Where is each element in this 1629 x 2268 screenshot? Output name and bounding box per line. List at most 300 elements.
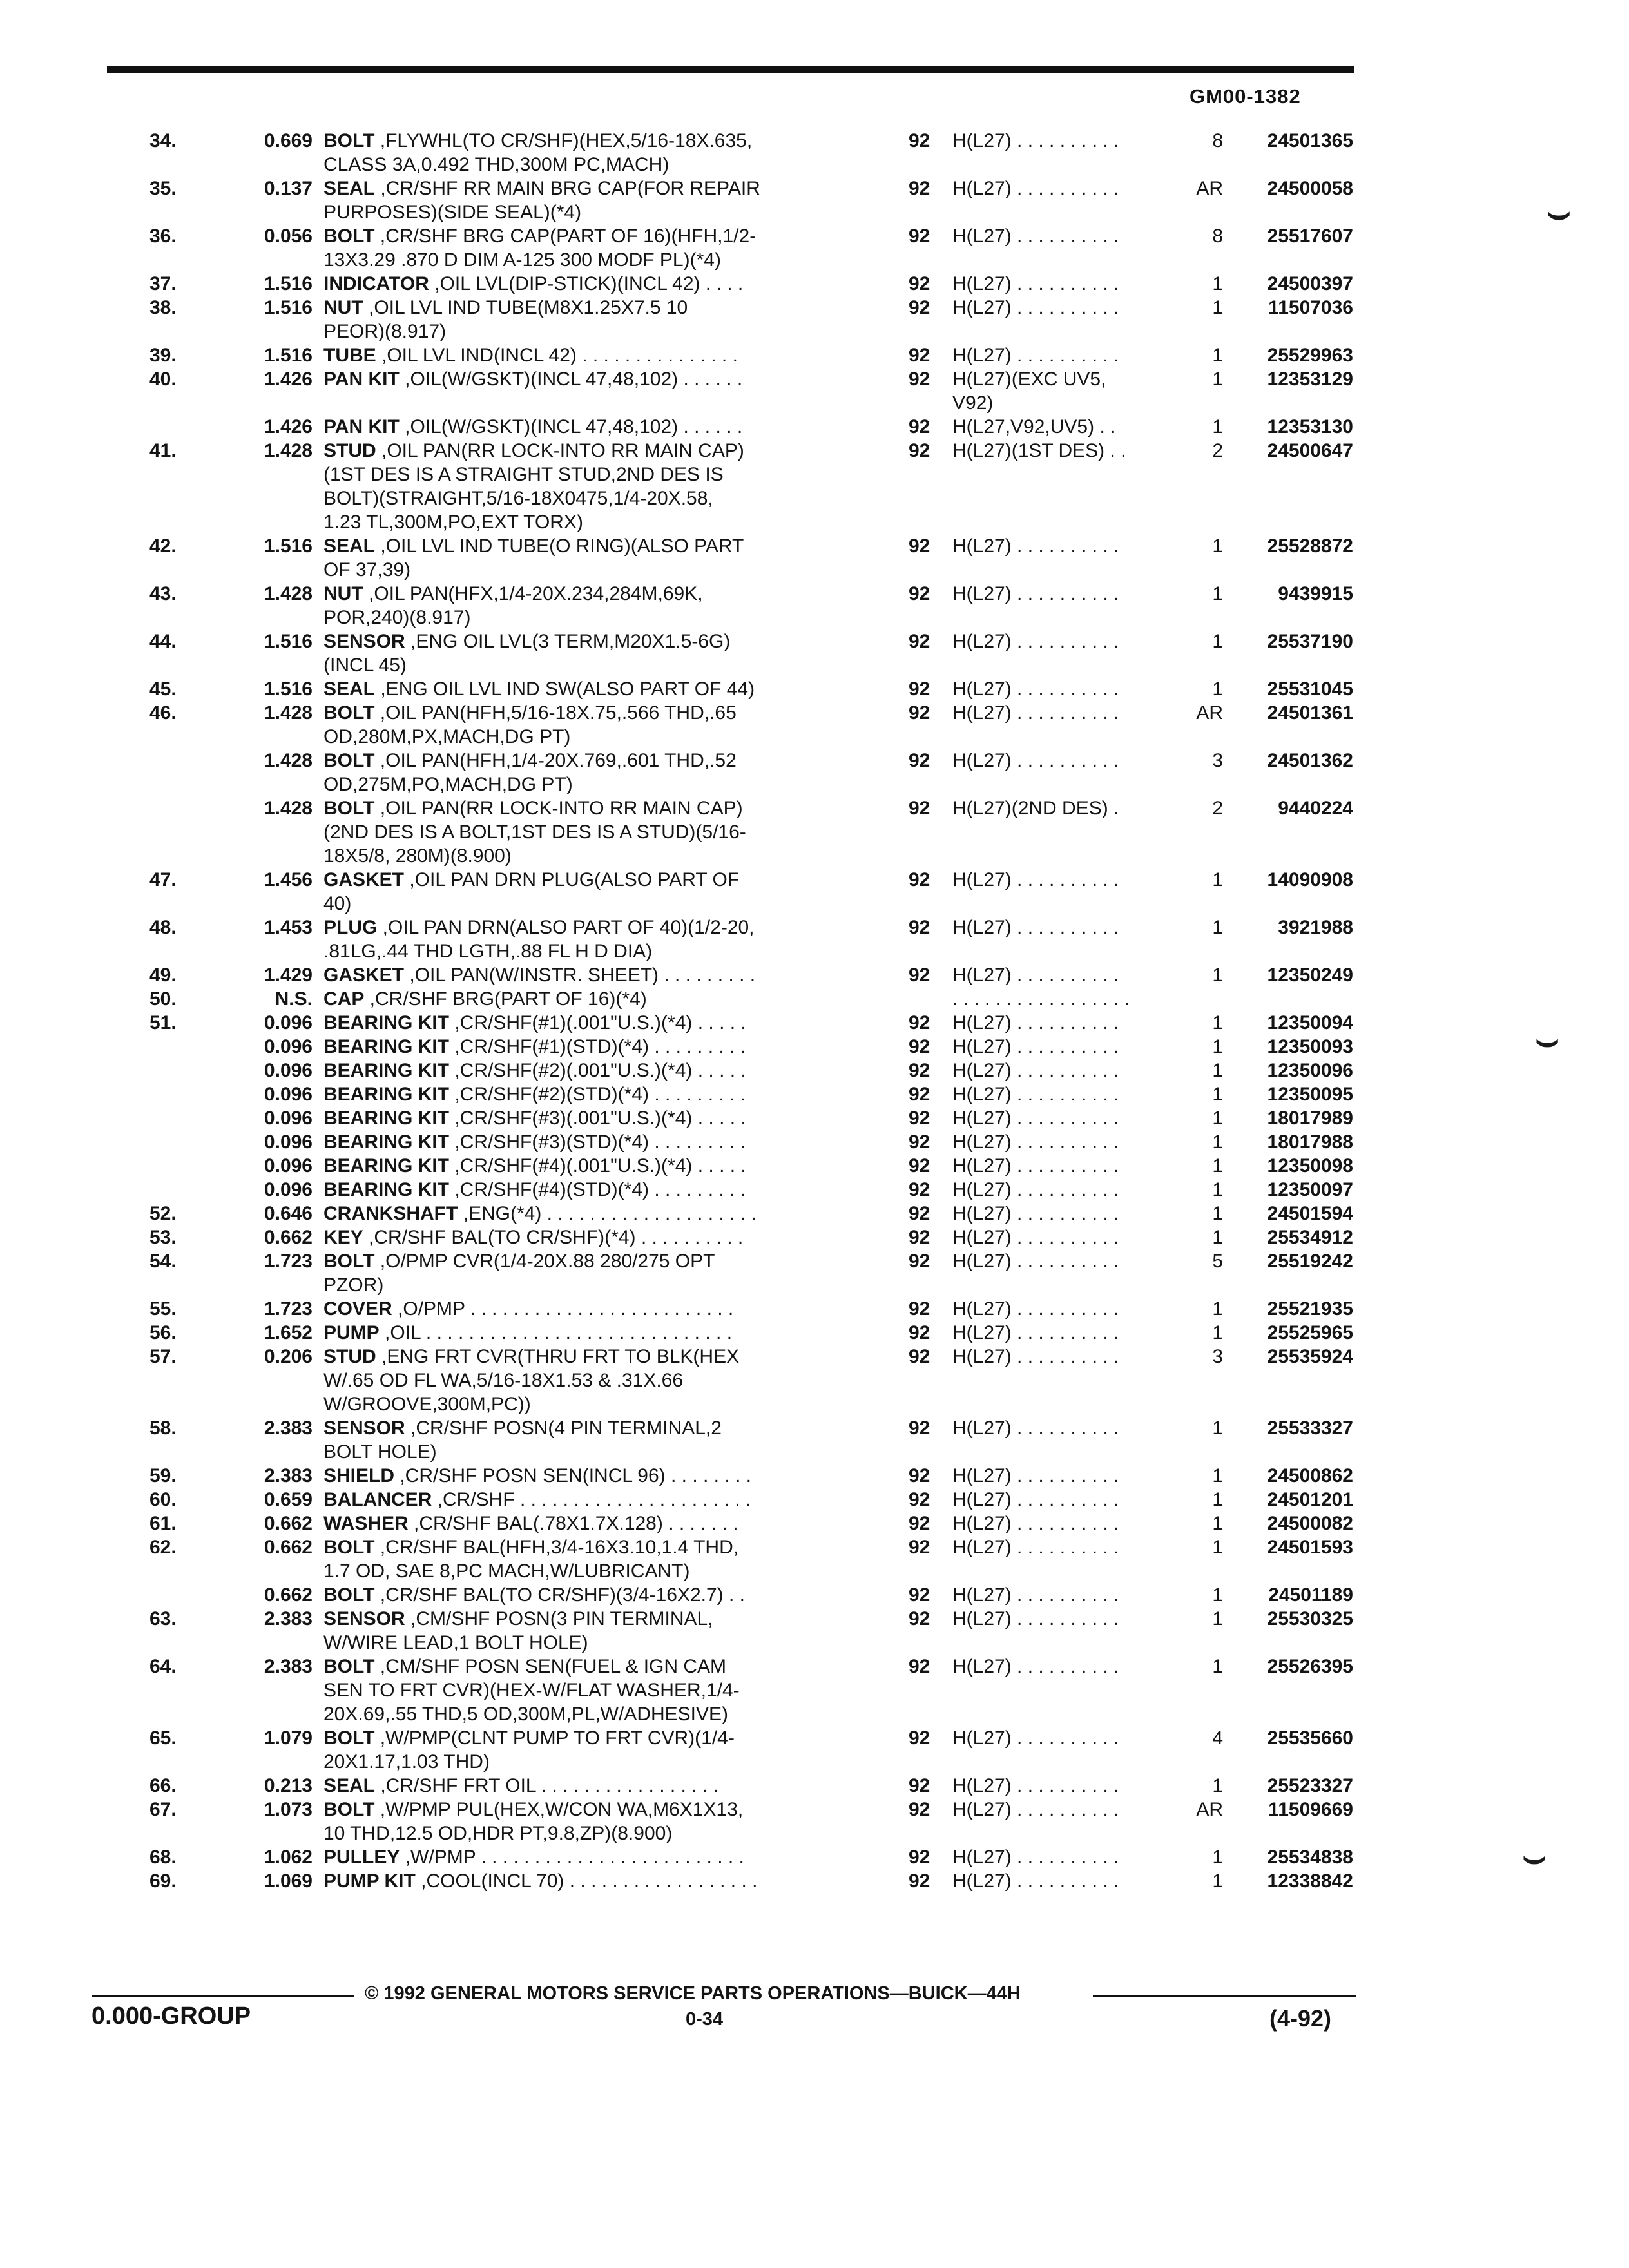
model-year: 92 [909,917,930,938]
item-number: 47. [149,869,177,890]
description-text: (1ST DES IS A STRAIGHT STUD,2ND DES IS [323,464,724,485]
item-number: 57. [149,1346,177,1367]
description-text: 10 THD,12.5 OD,HDR PT,9.8,ZP)(8.900) [323,1823,673,1844]
description-text: ,O/PMP . . . . . . . . . . . . . . . . . . . . . . . . . [392,1298,734,1320]
item-number: 41. [149,440,177,461]
part-name: BEARING KIT [323,1155,449,1177]
description-text: ,CR/SHF BAL(TO CR/SHF)(3/4-16X2.7) . . [374,1584,746,1606]
part-number: 12353129 [1267,369,1353,390]
description-text: PZOR) [323,1274,384,1296]
table-row [0,272,1629,296]
application: H(L27) . . . . . . . . . . [952,1775,1119,1796]
model-year: 92 [909,1608,930,1629]
model-year: 92 [909,798,930,819]
description [323,939,652,963]
description [323,558,410,582]
table-row [0,653,1629,677]
reference-number: 0.646 [264,1203,313,1224]
description [323,439,744,463]
description-text: (INCL 45) [323,655,407,676]
part-number: 9440224 [1278,798,1353,819]
description-text: ,FLYWHL(TO CR/SHF)(HEX,5/16-18X.635, [374,130,753,151]
description-text: ,CR/SHF(#3)(STD)(*4) . . . . . . . . . [449,1131,746,1153]
part-number: 12350093 [1267,1036,1353,1057]
reference-number: 0.096 [264,1179,313,1200]
table-row [0,868,1629,892]
part-number: 24500862 [1267,1465,1353,1486]
table-row [0,1202,1629,1225]
part-number: 12350094 [1267,1012,1353,1033]
table-row [0,796,1629,820]
item-number: 61. [149,1513,177,1534]
part-number: 25523327 [1267,1775,1353,1796]
table-row [0,1249,1629,1273]
part-name: BOLT [323,1537,375,1558]
part-number: 24501201 [1267,1489,1353,1510]
description [323,1082,746,1106]
table-row [0,1059,1629,1082]
table-row [0,510,1629,534]
model-year: 92 [909,1870,930,1892]
part-number: 11507036 [1268,297,1353,318]
description-text: BOLT)(STRAIGHT,5/16-18X0475,1/4-20X.58, [323,488,713,509]
item-number: 50. [149,988,177,1010]
application: H(L27) . . . . . . . . . . [952,1060,1119,1081]
description-text: ,CR/SHF BAL(HFH,3/4-16X3.10,1.4 THD, [374,1537,739,1558]
table-row [0,1106,1629,1130]
reference-number: 0.096 [264,1108,313,1129]
description-text: ,OIL PAN DRN PLUG(ALSO PART OF [404,869,740,890]
table-row [0,129,1629,153]
table-row [0,1774,1629,1798]
description-text: POR,240)(8.917) [323,607,471,628]
description [323,868,739,892]
reference-number: 1.516 [264,535,313,557]
application: H(L27) . . . . . . . . . . [952,1656,1119,1677]
description [323,1702,728,1726]
part-name: BOLT [323,1584,375,1606]
part-name: WASHER [323,1513,409,1534]
table-row [0,391,1629,415]
table-row [0,606,1629,629]
item-number: 36. [149,226,177,247]
table-row [0,1750,1629,1774]
reference-number: 2.383 [264,1608,313,1629]
description [323,1225,743,1249]
quantity: 1 [1212,1322,1223,1343]
reference-number: 2.383 [264,1418,313,1439]
description [323,773,573,796]
part-number: 12353130 [1267,416,1353,437]
part-name: SENSOR [323,1608,405,1629]
table-row [0,1321,1629,1345]
item-number: 63. [149,1608,177,1629]
description [323,1869,757,1893]
quantity: 1 [1212,1227,1223,1248]
application: H(L27) . . . . . . . . . . [952,1179,1119,1200]
description-text: PEOR)(8.917) [323,321,447,342]
table-row [0,820,1629,844]
part-number: 25533327 [1267,1418,1353,1439]
item-number: 51. [149,1012,177,1033]
application: H(L27) . . . . . . . . . . [952,1489,1119,1510]
model-year: 92 [909,226,930,247]
reference-number: 1.456 [264,869,313,890]
description [323,701,737,725]
description-text: W/GROOVE,300M,PC)) [323,1394,531,1415]
application: H(L27) . . . . . . . . . . [952,1108,1119,1129]
application: H(L27) . . . . . . . . . . [952,1608,1119,1629]
application: H(L27) . . . . . . . . . . [952,1727,1119,1749]
quantity: 1 [1212,1847,1223,1868]
part-name: BOLT [323,750,375,771]
part-number: 24501365 [1267,130,1353,151]
part-number: 24500082 [1267,1513,1353,1534]
description-text: 18X5/8, 280M)(8.900) [323,845,512,867]
reference-number: 0.096 [264,1155,313,1177]
description-text: ,CR/SHF POSN(4 PIN TERMINAL,2 [405,1418,722,1439]
table-row [0,1678,1629,1702]
description-text: ,CM/SHF POSN SEN(FUEL & IGN CAM [374,1656,727,1677]
part-name: COVER [323,1298,392,1320]
application: H(L27) . . . . . . . . . . [952,1870,1119,1892]
part-number: 24500397 [1267,273,1353,294]
table-row [0,558,1629,582]
description [323,1535,738,1559]
top-rule [107,66,1354,73]
application: H(L27) . . . . . . . . . . [952,869,1119,890]
description [323,129,752,153]
application: H(L27) . . . . . . . . . . [952,1131,1119,1153]
model-year: 92 [909,1727,930,1749]
description-text: ,OIL PAN(RR LOCK-INTO RR MAIN CAP) [376,440,744,461]
application: H(L27) . . . . . . . . . . [952,1251,1119,1272]
part-number: 25526395 [1267,1656,1353,1677]
application: H(L27) . . . . . . . . . . [952,130,1119,151]
description-text: 1.23 TL,300M,PO,EXT TORX) [323,512,583,533]
description-text: ,CR/SHF BRG CAP(PART OF 16)(HFH,1/2- [374,226,757,247]
table-row [0,1512,1629,1535]
description-text: ,CR/SHF FRT OIL . . . . . . . . . . . . . . . . . [375,1775,718,1796]
model-year: 92 [909,1537,930,1558]
part-name: PULLEY [323,1847,400,1868]
quantity: 1 [1212,273,1223,294]
description [323,653,407,677]
description-text: ,OIL LVL IND(INCL 42) . . . . . . . . . . . . . . . [376,345,738,366]
part-name: STUD [323,440,376,461]
description [323,272,743,296]
quantity: 1 [1212,1108,1223,1129]
table-row [0,892,1629,916]
quantity: 1 [1212,1608,1223,1629]
application: H(L27,V92,UV5) . . [952,416,1116,437]
part-name: SHIELD [323,1465,395,1486]
part-name: BALANCER [323,1489,432,1510]
page-number: 0-34 [686,2009,724,2030]
description [323,629,730,653]
description [323,1392,531,1416]
table-row [0,749,1629,773]
table-row [0,177,1629,200]
description-text: ,ENG FRT CVR(THRU FRT TO BLK(HEX [376,1346,740,1367]
part-number: 24501189 [1268,1584,1353,1606]
description [323,177,760,200]
part-name: SEAL [323,678,376,700]
part-number: 9439915 [1278,583,1353,604]
table-row [0,916,1629,939]
description-text: ,OIL PAN(W/INSTR. SHEET) . . . . . . . . . [404,965,756,986]
description-text: SEN TO FRT CVR)(HEX-W/FLAT WASHER,1/4- [323,1680,740,1701]
quantity: AR [1196,1799,1223,1820]
description [323,820,746,844]
part-number: 12350096 [1267,1060,1353,1081]
quantity: 1 [1212,917,1223,938]
description-text: ,CR/SHF(#1)(STD)(*4) . . . . . . . . . [449,1036,746,1057]
application: H(L27) . . . . . . . . . . [952,273,1119,294]
item-number: 39. [149,345,177,366]
reference-number: 1.516 [264,297,313,318]
table-row [0,486,1629,510]
table-row [0,534,1629,558]
reference-number: 0.662 [264,1584,313,1606]
reference-number: 1.428 [264,583,313,604]
application: V92) [952,392,994,414]
description [323,534,744,558]
item-number: 43. [149,583,177,604]
quantity: 3 [1212,1346,1223,1367]
part-name: BOLT [323,1656,375,1677]
item-number: 49. [149,965,177,986]
model-year: 92 [909,1036,930,1057]
description [323,1321,732,1345]
description [323,1464,751,1488]
part-number: 25517607 [1267,226,1353,247]
table-row [0,296,1629,320]
model-year: 92 [909,130,930,151]
description [323,1821,672,1845]
part-number: 25534912 [1267,1227,1353,1248]
table-row [0,1273,1629,1297]
application: H(L27) . . . . . . . . . . [952,1513,1119,1534]
edge-mark-2: ⌣ [1535,1019,1560,1061]
model-year: 92 [909,702,930,724]
copyright-line: © 1992 GENERAL MOTORS SERVICE PARTS OPERATIONS—BUICK—44H [365,1983,1021,2004]
part-number: 25537190 [1267,631,1353,652]
application: H(L27) . . . . . . . . . . [952,1346,1119,1367]
description [323,1178,746,1202]
quantity: 2 [1212,798,1223,819]
reference-number: 1.428 [264,702,313,724]
reference-number: 1.062 [264,1847,313,1868]
part-name: PLUG [323,917,378,938]
model-year: 92 [909,1465,930,1486]
table-row [0,1845,1629,1869]
description-text: OD,280M,PX,MACH,DG PT) [323,726,571,747]
table-row [0,1369,1629,1392]
table-row [0,582,1629,606]
part-number: 14090908 [1267,869,1353,890]
description [323,1011,746,1035]
quantity: 1 [1212,1775,1223,1796]
application: H(L27) . . . . . . . . . . [952,1847,1119,1868]
application: H(L27) . . . . . . . . . . [952,1012,1119,1033]
model-year: 92 [909,631,930,652]
reference-number: 1.429 [264,965,313,986]
description [323,1035,746,1059]
table-row [0,320,1629,343]
part-number: 12350095 [1267,1084,1353,1105]
description-text: ,CR/SHF . . . . . . . . . . . . . . . . . . . . . . [432,1489,751,1510]
quantity: 1 [1212,1131,1223,1153]
reference-number: 1.079 [264,1727,313,1749]
item-number: 42. [149,535,177,557]
part-number: 25531045 [1267,678,1353,700]
model-year: 92 [909,1346,930,1367]
item-number: 40. [149,369,177,390]
part-number: 12338842 [1267,1870,1353,1892]
quantity: 1 [1212,1870,1223,1892]
model-year: 92 [909,1775,930,1796]
application: H(L27) . . . . . . . . . . [952,1036,1119,1057]
table-row [0,200,1629,224]
table-row [0,1583,1629,1607]
revision-date: (4-92) [1269,2005,1332,2032]
description-text: 13X3.29 .870 D DIM A-125 300 MODF PL)(*4) [323,249,721,271]
item-number: 58. [149,1418,177,1439]
item-number: 68. [149,1847,177,1868]
item-number: 48. [149,917,177,938]
model-year: 92 [909,1155,930,1177]
description [323,1845,744,1869]
item-number: 35. [149,178,177,199]
description-text: ,OIL PAN(HFX,1/4-20X.234,284M,69K, [363,583,703,604]
quantity: 1 [1212,583,1223,604]
model-year: 92 [909,965,930,986]
reference-number: 0.662 [264,1227,313,1248]
part-name: BEARING KIT [323,1179,449,1200]
quantity: 1 [1212,1489,1223,1510]
model-year: 92 [909,583,930,604]
description-text: 20X.69,.55 THD,5 OD,300M,PL,W/ADHESIVE) [323,1704,729,1725]
quantity: 1 [1212,1012,1223,1033]
part-name: SENSOR [323,631,405,652]
part-number: 18017988 [1267,1131,1353,1153]
part-number: 25519242 [1267,1251,1353,1272]
description-text: W/WIRE LEAD,1 BOLT HOLE) [323,1632,588,1653]
description [323,463,724,486]
table-row [0,1392,1629,1416]
quantity: 1 [1212,1537,1223,1558]
description [323,1559,689,1583]
part-number: 25529963 [1267,345,1353,366]
part-name: SEAL [323,1775,376,1796]
table-row [0,153,1629,177]
quantity: 1 [1212,1418,1223,1439]
description-text: ,CR/SHF(#2)(.001"U.S.)(*4) . . . . . [449,1060,746,1081]
description-text: ,OIL LVL IND TUBE(O RING)(ALSO PART [375,535,744,557]
part-name: PUMP [323,1322,380,1343]
reference-number: 1.516 [264,678,313,700]
description-text: ,CR/SHF(#3)(.001"U.S.)(*4) . . . . . [449,1108,746,1129]
model-year: 92 [909,1847,930,1868]
table-row [0,1488,1629,1512]
description [323,1798,743,1821]
table-row [0,1535,1629,1559]
table-row [0,367,1629,391]
description [323,1488,751,1512]
part-name: STUD [323,1346,376,1367]
description-text: BOLT HOLE) [323,1441,437,1463]
table-row [0,1702,1629,1726]
item-number: 37. [149,273,177,294]
description [323,963,755,987]
description [323,367,742,391]
quantity: 1 [1212,1298,1223,1320]
description-text: ,ENG(*4) . . . . . . . . . . . . . . . . . . . . [458,1203,757,1224]
reference-number: 0.096 [264,1036,313,1057]
part-name: PAN KIT [323,416,400,437]
description [323,1369,683,1392]
reference-number: 0.096 [264,1012,313,1033]
application: H(L27) . . . . . . . . . . [952,535,1119,557]
description-text: (2ND DES IS A BOLT,1ST DES IS A STUD)(5/16- [323,822,746,843]
table-row [0,1225,1629,1249]
application: H(L27) . . . . . . . . . . [952,1584,1119,1606]
description [323,916,755,939]
model-year: 92 [909,273,930,294]
part-name: BOLT [323,702,375,724]
part-number: 12350249 [1267,965,1353,986]
description [323,510,583,534]
table-row [0,1655,1629,1678]
table-row [0,963,1629,987]
description-text: ,CM/SHF POSN(3 PIN TERMINAL, [405,1608,713,1629]
description [323,1273,383,1297]
part-name: PUMP KIT [323,1870,416,1892]
description-text: CLASS 3A,0.492 THD,300M PC,MACH) [323,154,670,175]
description-text: 1.7 OD, SAE 8,PC MACH,W/LUBRICANT) [323,1561,690,1582]
table-row [0,1345,1629,1369]
part-name: PAN KIT [323,369,400,390]
description [323,844,512,868]
application: H(L27) . . . . . . . . . . [952,583,1119,604]
part-number: 25521935 [1267,1298,1353,1320]
description-text: OD,275M,PO,MACH,DG PT) [323,774,573,795]
reference-number: 1.428 [264,440,313,461]
part-name: CAP [323,988,365,1010]
table-row [0,1082,1629,1106]
part-name: SEAL [323,535,376,557]
reference-number: 1.426 [264,369,313,390]
part-number: 18017989 [1267,1108,1353,1129]
part-name: CRANKSHAFT [323,1203,458,1224]
reference-number: 1.073 [264,1799,313,1820]
reference-number: 1.723 [264,1251,313,1272]
description-text: ,CR/SHF RR MAIN BRG CAP(FOR REPAIR [375,178,760,199]
description [323,415,742,439]
quantity: 1 [1212,869,1223,890]
description [323,987,647,1011]
item-number: 55. [149,1298,177,1320]
reference-number: 1.516 [264,631,313,652]
quantity: 3 [1212,750,1223,771]
application: H(L27)(2ND DES) . [952,798,1119,819]
model-year: 92 [909,1513,930,1534]
part-name: BEARING KIT [323,1084,449,1105]
item-number: 44. [149,631,177,652]
description-text: .81LG,.44 THD LGTH,.88 FL H D DIA) [323,941,653,962]
description-text: ,OIL(W/GSKT)(INCL 47,48,102) . . . . . . [399,369,743,390]
